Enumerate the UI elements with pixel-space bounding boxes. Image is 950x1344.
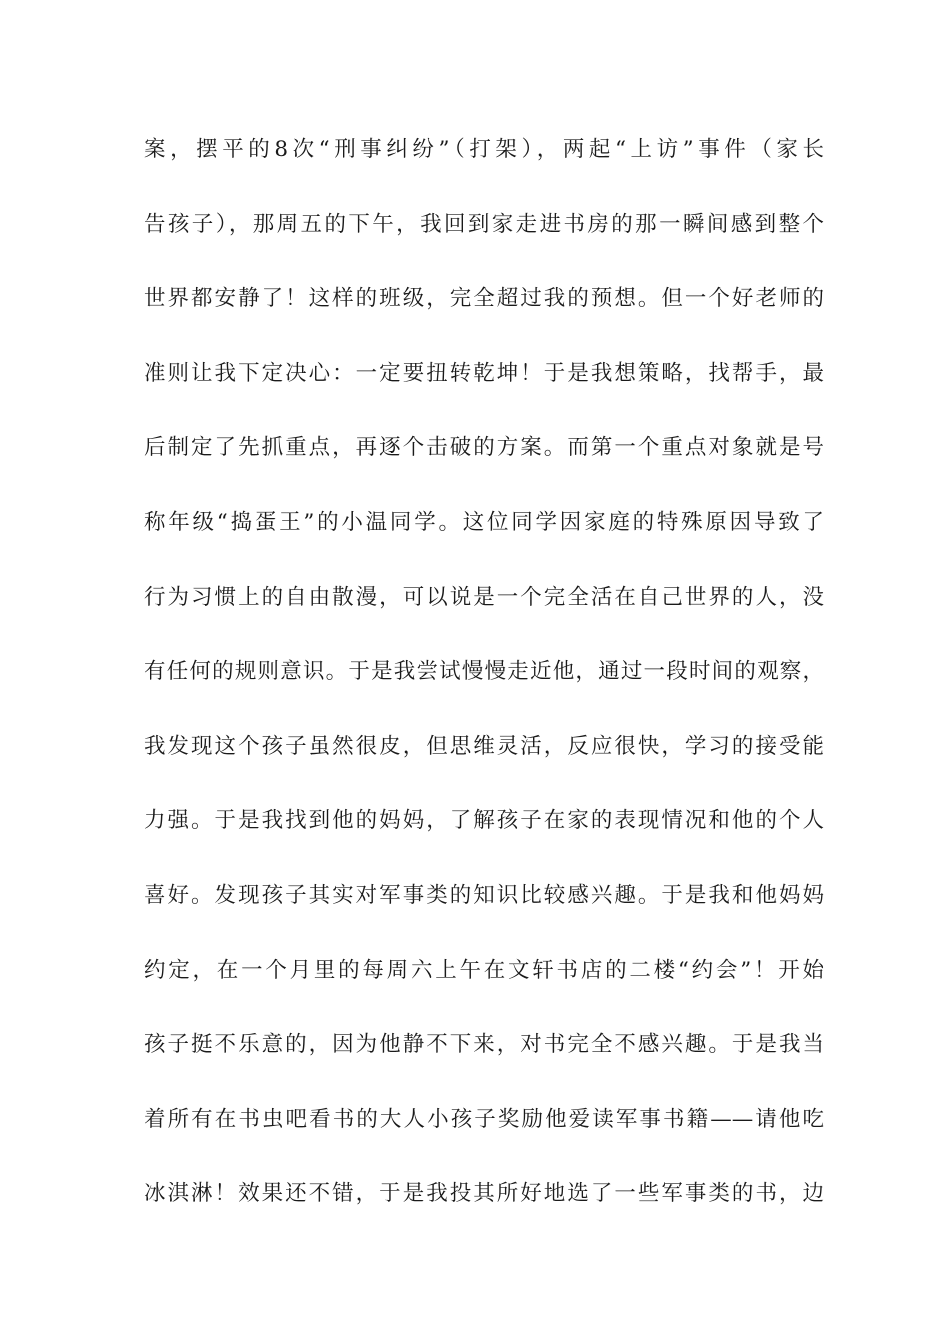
text-line: 力强。于是我找到他的妈妈，了解孩子在家的表现情况和他的个人	[144, 808, 824, 834]
text-line: 着所有在书虫吧看书的大人小孩子奖励他爱读军事书籍——请他吃	[144, 1106, 824, 1132]
text-line: 世界都安静了！这样的班级，完全超过我的预想。但一个好老师的	[144, 286, 824, 312]
text-line: 案，摆平的8次“刑事纠纷”（打架），两起“上访”事件（家长	[144, 137, 824, 162]
text-line: 准则让我下定决心：一定要扭转乾坤！于是我想策略，找帮手，最	[144, 360, 824, 386]
text-line: 孩子挺不乐意的，因为他静不下来，对书完全不感兴趣。于是我当	[144, 1032, 824, 1058]
text-line: 称年级“捣蛋王”的小温同学。这位同学因家庭的特殊原因导致了	[144, 509, 824, 535]
text-line: 约定，在一个月里的每周六上午在文轩书店的二楼“约会”！开始	[144, 957, 824, 983]
text-line: 喜好。发现孩子其实对军事类的知识比较感兴趣。于是我和他妈妈	[144, 882, 824, 908]
text-line: 冰淇淋！效果还不错，于是我投其所好地选了一些军事类的书，边	[144, 1181, 824, 1207]
body-text	[144, 128, 824, 1247]
text-line: 我发现这个孩子虽然很皮，但思维灵活，反应很快，学习的接受能	[144, 733, 824, 759]
text-line: 行为习惯上的自由散漫，可以说是一个完全活在自己世界的人，没	[144, 584, 824, 610]
text-line: 后制定了先抓重点，再逐个击破的方案。而第一个重点对象就是号	[144, 435, 824, 461]
text-line: 告孩子），那周五的下午，我回到家走进书房的那一瞬间感到整个	[144, 211, 824, 237]
text-line: 有任何的规则意识。于是我尝试慢慢走近他，通过一段时间的观察，	[144, 659, 824, 685]
